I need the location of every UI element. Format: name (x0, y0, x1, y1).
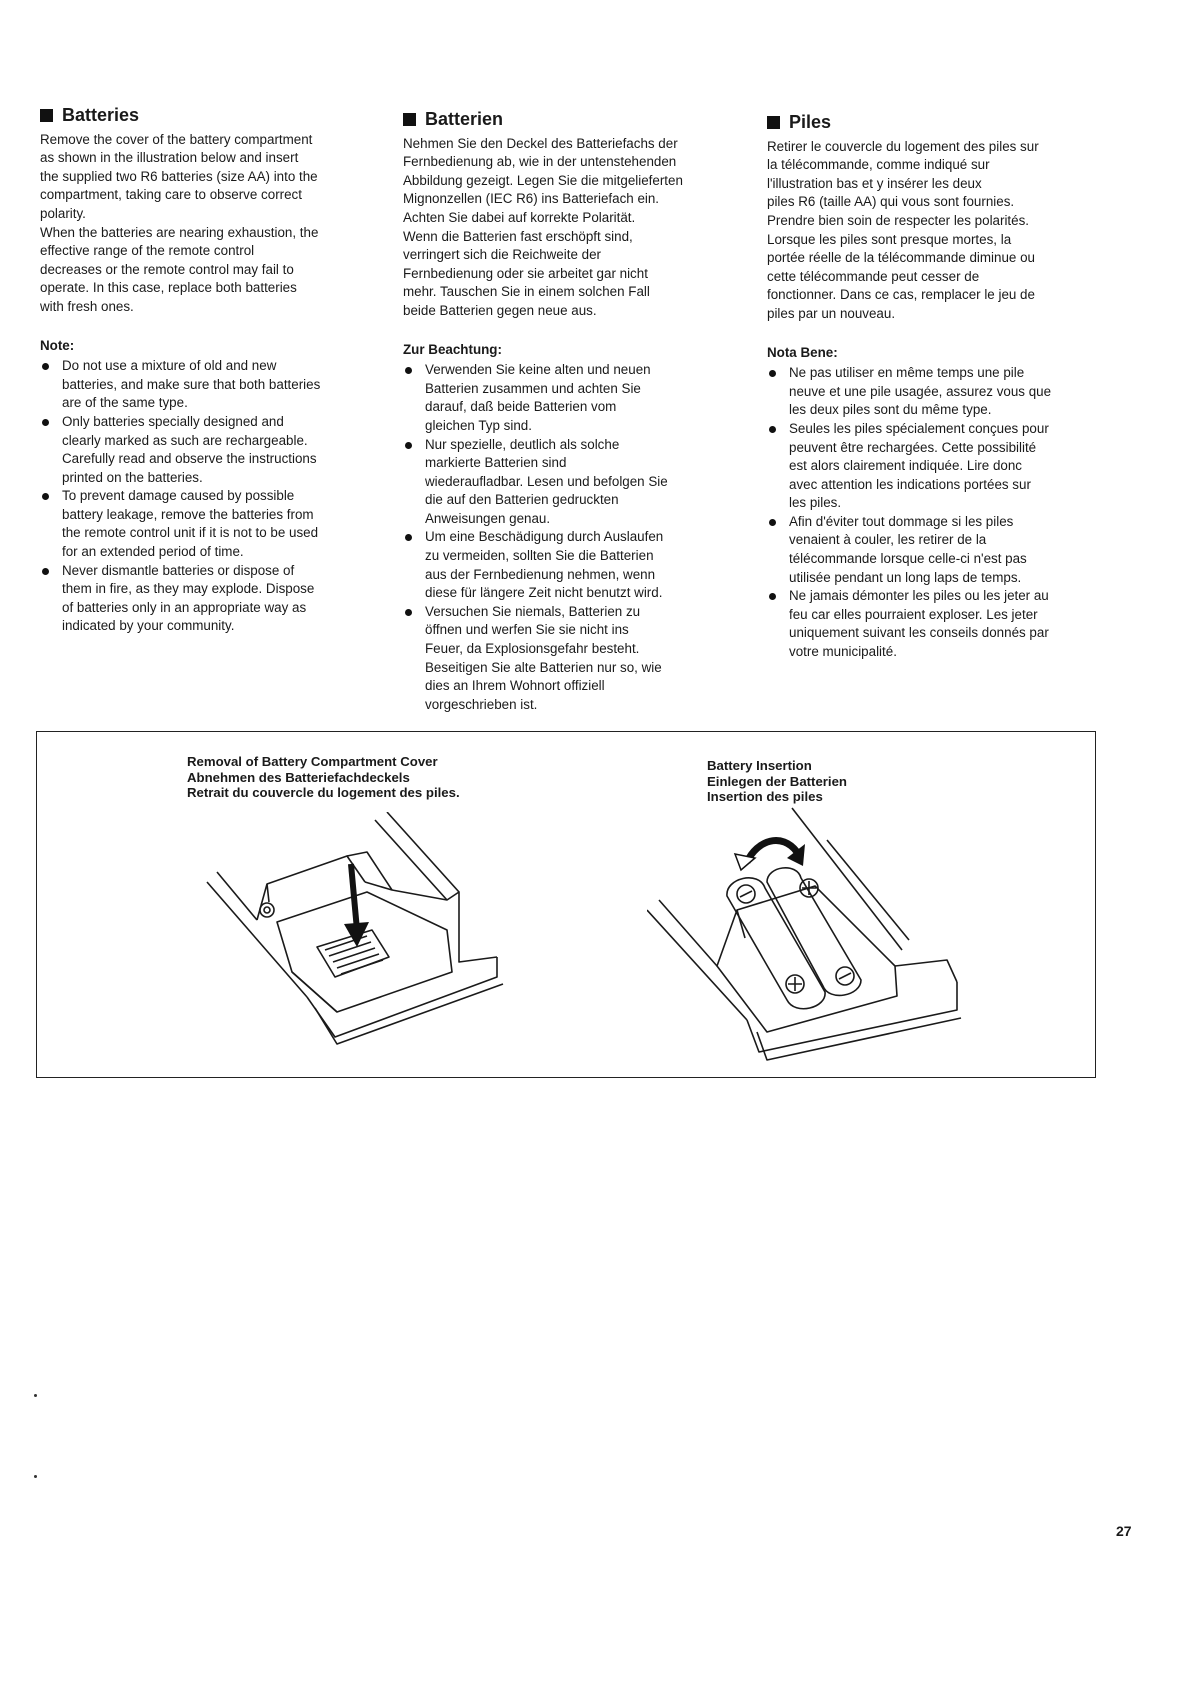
battery-insertion-illustration (647, 770, 977, 1070)
english-body: Remove the cover of the battery compartment as shown in the illustration below and insert the supplied two R6 batteries (size AA) into the compartment, taking care to observe correct polarity. When the batteries are nearing exhaustion, the effective range of the remote control decreases or the remote control may fail to operate. In this case, replace both batteries with fresh ones. (40, 131, 319, 314)
list-item: Ne jamais démonter les piles ou les jeter au feu car elles pourraient exploser. Les jeter uniquement suivant les conseils donnés par votre municipalité. (767, 587, 1097, 661)
list-item: Only batteries specially designed and clearly marked as such are rechargeable. (40, 413, 370, 450)
cover-removal-caption: Removal of Battery Compartment Cover Abnehmen des Batteriefachdeckels Retrait du couvercle du logement des piles. (187, 754, 460, 801)
french-heading-text: Piles (789, 112, 832, 132)
german-body: Nehmen Sie den Deckel des Batteriefachs der Fernbedienung ab, wie in der untenstehenden Abbildung gezeigt. Legen Sie die mitgelieferten Mignonzellen (IEC R6) ins Batteriefach ein. Achten Sie dabei auf korrekte Polarität. Wenn die Batterien fast erschöpft sind, verringert sich die Reichweite der Fernbedienung oder sie arbeitet gar nicht mehr. Tauschen Sie in einem solchen Fall beide Batterien gegen neue aus. (403, 135, 683, 318)
french-note-title: Nota Bene: (767, 344, 838, 360)
square-bullet-icon (403, 113, 416, 126)
german-heading-text: Batterien (425, 109, 504, 129)
german-notes-list (403, 361, 733, 714)
list-item: To prevent damage caused by possible battery leakage, remove the batteries from the remote control unit if it is not to be used for an extended period of time. (40, 487, 370, 561)
french-notes-list (767, 364, 1097, 662)
list-item: Nur spezielle, deutlich als solche markierte Batterien sind wiederaufladbar. Lesen und befolgen Sie die auf den Batterien gedruckten Anweisungen genau. (403, 436, 733, 529)
illustration-box (36, 731, 1096, 1078)
english-heading-text: Batteries (62, 105, 140, 125)
list-item: Carefully read and observe the instructions printed on the batteries. (62, 451, 317, 485)
german-note-title: Zur Beachtung: (403, 341, 502, 357)
english-column (40, 106, 370, 636)
cover-removal-illustration (197, 812, 527, 1072)
list-item: Ne pas utiliser en même temps une pile neuve et une pile usagée, assurez vous que les deux piles sont du même type. (767, 364, 1097, 420)
english-heading (40, 106, 370, 125)
english-note-title: Note: (40, 337, 75, 353)
scan-speck (34, 1394, 37, 1397)
page-number: 27 (1116, 1523, 1132, 1539)
battery-insertion-caption: Battery Insertion Einlegen der Batterien Insertion des piles (707, 758, 847, 805)
scan-speck (34, 1475, 37, 1478)
list-item: Verwenden Sie keine alten und neuen Batterien zusammen und achten Sie darauf, daß beide Batterien vom gleichen Typ sind. (403, 361, 733, 435)
list-item: Afin d'éviter tout dommage si les piles venaient à couler, les retirer de la télécommande lorsque celle-ci n'est pas utilisée pendant un long laps de temps. (767, 513, 1097, 587)
list-item: Versuchen Sie niemals, Batterien zu öffnen und werfen Sie sie nicht ins Feuer, da Explosionsgefahr besteht. Beseitigen Sie alte Batterien nur so, wie dies an Ihrem Wohnort offiziell vorgeschrieben ist. (403, 603, 733, 715)
german-heading (403, 110, 733, 129)
french-column (767, 113, 1097, 662)
french-heading (767, 113, 1097, 132)
german-column (403, 110, 733, 714)
list-item: Never dismantle batteries or dispose of them in fire, as they may explode. Dispose of batteries only in an appropriate way as indicated by your community. (40, 562, 370, 636)
list-item: Um eine Beschädigung durch Auslaufen zu vermeiden, sollten Sie die Batterien aus der Fernbedienung nehmen, wenn diese für längere Zeit nicht benutzt wird. (403, 528, 733, 602)
square-bullet-icon (767, 116, 780, 129)
french-body: Retirer le couvercle du logement des piles sur la télécommande, comme indiqué sur l'illustration bas et y insérer les deux piles R6 (taille AA) qui vous sont fournies. Prendre bien soin de respecter les polarités. Lorsque les piles sont presque mortes, la portée réelle de la télécommande diminue ou cette télécommande peut cesser de fonctionner. Dans ce cas, remplacer le jeu de piles par un nouveau. (767, 138, 1039, 321)
list-item: Do not use a mixture of old and new batteries, and make sure that both batteries are of the same type. (40, 357, 370, 413)
square-bullet-icon (40, 109, 53, 122)
english-notes-list (40, 357, 370, 636)
list-item: Seules les piles spécialement conçues pour peuvent être rechargées. Cette possibilité est alors clairement indiquée. Lire donc avec attention les indications portées sur les piles. (767, 420, 1097, 513)
